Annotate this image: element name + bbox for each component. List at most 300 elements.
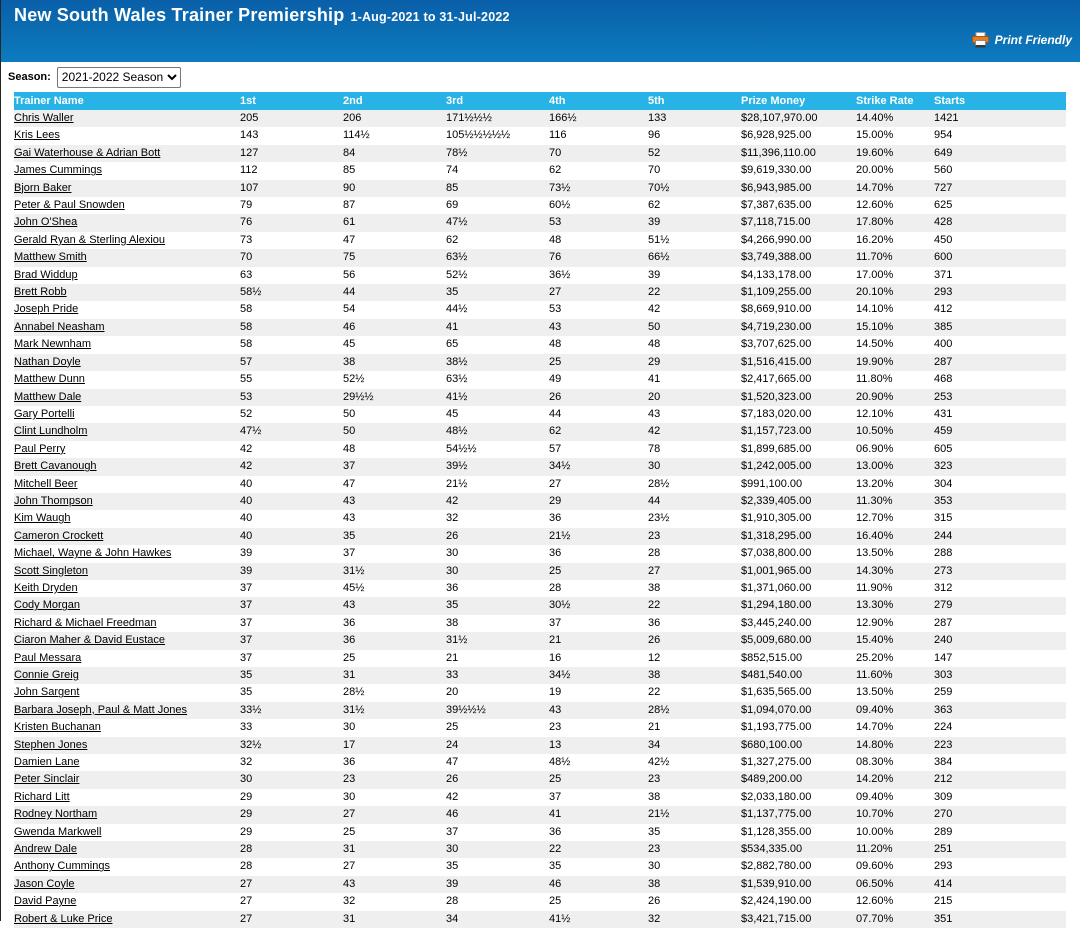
trainer-name-cell [14, 719, 240, 736]
stat-cell: 36 [549, 510, 648, 527]
stat-cell: 35 [549, 858, 648, 875]
stat-cell: 20.90% [856, 389, 934, 406]
trainer-name-cell [14, 214, 240, 231]
trainer-link[interactable]: Paul Messara [14, 651, 82, 664]
trainer-link[interactable]: Robert & Luke Price [14, 912, 113, 925]
trainer-link[interactable]: Barbara Joseph, Paul & Matt Jones [14, 703, 188, 716]
stat-cell: $2,033,180.00 [741, 789, 856, 806]
table-row [14, 510, 1066, 527]
table-row [14, 528, 1066, 545]
stat-cell: 96 [648, 127, 741, 144]
table-row [14, 197, 1066, 214]
stat-cell: 28 [240, 841, 343, 858]
stat-cell: 15.00% [856, 127, 934, 144]
trainer-name-cell [14, 232, 240, 249]
stat-cell: 21½ [549, 528, 648, 545]
season-select[interactable] [57, 67, 181, 88]
trainer-name-cell [14, 650, 240, 667]
stat-cell: 36½ [549, 267, 648, 284]
stat-cell: 28½ [648, 476, 741, 493]
stat-cell: 431 [934, 406, 1066, 423]
trainer-link[interactable]: Ciaron Maher & David Eustace [14, 634, 166, 647]
stat-cell: $1,242,005.00 [741, 458, 856, 475]
stat-cell: 279 [934, 597, 1066, 614]
stat-cell: 293 [934, 858, 1066, 875]
trainer-link[interactable]: Gary Portelli [14, 407, 75, 420]
trainer-name-cell [14, 371, 240, 388]
stat-cell: 10.00% [856, 824, 934, 841]
stat-cell: 45½ [343, 580, 446, 597]
trainer-name-cell [14, 893, 240, 910]
trainer-name-cell [14, 632, 240, 649]
stat-cell: 62 [446, 232, 549, 249]
trainer-link[interactable]: Scott Singleton [14, 564, 88, 577]
stat-cell: 55 [240, 371, 343, 388]
stat-cell: 38 [648, 667, 741, 684]
trainer-link[interactable]: Michael, Wayne & John Hawkes [14, 547, 172, 560]
stat-cell: 28 [446, 893, 549, 910]
trainer-name-cell [14, 301, 240, 318]
stat-cell: 459 [934, 423, 1066, 440]
stat-cell: $2,882,780.00 [741, 858, 856, 875]
trainer-name-cell [14, 162, 240, 179]
stat-cell: 47 [446, 754, 549, 771]
stat-cell: 35 [240, 667, 343, 684]
stat-cell: 224 [934, 719, 1066, 736]
stat-cell: 13.30% [856, 597, 934, 614]
trainer-link[interactable]: Anthony Cummings [14, 860, 110, 873]
stat-cell: $680,100.00 [741, 737, 856, 754]
stat-cell: 17.00% [856, 267, 934, 284]
stat-cell: 48½ [549, 754, 648, 771]
stat-cell: 605 [934, 441, 1066, 458]
stat-cell: $2,339,405.00 [741, 493, 856, 510]
stat-cell: 70 [240, 249, 343, 266]
stat-cell: 47 [343, 232, 446, 249]
stat-cell: 29½½ [343, 389, 446, 406]
stat-cell: $4,133,178.00 [741, 267, 856, 284]
stat-cell: $9,619,330.00 [741, 162, 856, 179]
trainer-name-cell [14, 458, 240, 475]
stat-cell: 23 [343, 771, 446, 788]
stat-cell: 37 [240, 597, 343, 614]
trainer-link[interactable]: Kim Waugh [14, 512, 71, 525]
trainer-name-cell [14, 319, 240, 336]
stat-cell: 23 [549, 719, 648, 736]
stat-cell: 14.40% [856, 110, 934, 127]
trainer-link[interactable]: Peter Sinclair [14, 773, 80, 786]
trainer-link[interactable]: John Sargent [14, 686, 80, 699]
trainer-link[interactable]: Kristen Buchanan [14, 721, 101, 734]
stat-cell: 270 [934, 806, 1066, 823]
stat-cell: $4,719,230.00 [741, 319, 856, 336]
stat-cell: 79 [240, 197, 343, 214]
table-row [14, 371, 1066, 388]
trainer-link[interactable]: Keith Dryden [14, 581, 78, 594]
table-row [14, 493, 1066, 510]
trainer-name-cell [14, 597, 240, 614]
stat-cell: 70 [549, 145, 648, 162]
stat-cell: 25.20% [856, 650, 934, 667]
stat-cell: 253 [934, 389, 1066, 406]
stat-cell: 14.10% [856, 301, 934, 318]
stat-cell: 35 [446, 597, 549, 614]
stat-cell: 29 [648, 354, 741, 371]
trainer-link[interactable]: Chris Waller [14, 112, 74, 124]
column-header-5th: 5th [648, 92, 741, 110]
stat-cell: 27 [549, 284, 648, 301]
trainer-link[interactable]: Gai Waterhouse & Adrian Bott [14, 146, 161, 159]
stat-cell: 52 [648, 145, 741, 162]
stat-cell: 32 [343, 893, 446, 910]
stat-cell: 15.40% [856, 632, 934, 649]
stat-cell: $7,183,020.00 [741, 406, 856, 423]
stat-cell: $1,128,355.00 [741, 824, 856, 841]
trainer-link[interactable]: Stephen Jones [14, 738, 88, 751]
stat-cell: 22 [648, 684, 741, 701]
stat-cell: 38 [648, 580, 741, 597]
stat-cell: 33½ [240, 702, 343, 719]
stat-cell: 42 [648, 301, 741, 318]
trainer-name-cell [14, 336, 240, 353]
trainer-link[interactable]: John Thompson [14, 494, 93, 507]
stat-cell: 30 [343, 719, 446, 736]
stat-cell: 49 [549, 371, 648, 388]
trainer-link[interactable]: Connie Greig [14, 669, 79, 681]
stat-cell: 50 [648, 319, 741, 336]
stat-cell: 58 [240, 319, 343, 336]
stat-cell: 38 [648, 876, 741, 893]
stat-cell: $1,137,775.00 [741, 806, 856, 823]
trainer-link[interactable]: Cameron Crockett [14, 529, 104, 542]
stat-cell: 40 [240, 510, 343, 527]
stat-cell: 127 [240, 145, 343, 162]
stat-cell: $3,749,388.00 [741, 249, 856, 266]
stat-cell: 50 [343, 406, 446, 423]
trainer-link[interactable]: Brad Widdup [14, 268, 78, 281]
stat-cell: 116 [549, 127, 648, 144]
stat-cell: 42 [648, 423, 741, 440]
table-row [14, 545, 1066, 562]
stat-cell: 171½½½ [446, 110, 549, 127]
trainer-link[interactable]: David Payne [14, 895, 77, 908]
stat-cell: 16.40% [856, 528, 934, 545]
table-row [14, 214, 1066, 231]
stat-cell: 23 [648, 528, 741, 545]
trainer-name-cell [14, 528, 240, 545]
table-row [14, 702, 1066, 719]
stat-cell: 44½ [446, 301, 549, 318]
season-label: Season: [8, 71, 51, 83]
table-row [14, 650, 1066, 667]
stat-cell: 46 [446, 806, 549, 823]
stat-cell: 29 [549, 493, 648, 510]
print-friendly-button[interactable] [972, 32, 1072, 48]
stat-cell: 41 [549, 806, 648, 823]
stat-cell: 147 [934, 650, 1066, 667]
stat-cell: 20 [446, 684, 549, 701]
trainer-name-cell [14, 737, 240, 754]
stat-cell: 09.40% [856, 702, 934, 719]
stat-cell: 38 [446, 615, 549, 632]
table-row [14, 110, 1066, 127]
trainer-link[interactable]: Matthew Smith [14, 251, 87, 264]
stat-cell: 14.30% [856, 563, 934, 580]
trainer-name-cell [14, 493, 240, 510]
stat-cell: 38 [648, 789, 741, 806]
stat-cell: 26 [648, 893, 741, 910]
trainer-link[interactable]: Brett Cavanough [14, 460, 97, 473]
stat-cell: 26 [446, 771, 549, 788]
stat-cell: 53 [549, 301, 648, 318]
trainer-link[interactable]: James Cummings [14, 164, 103, 177]
trainer-link[interactable]: Clint Lundholm [14, 425, 88, 438]
print-friendly-label: Print Friendly [994, 33, 1072, 47]
stat-cell: $7,387,635.00 [741, 197, 856, 214]
table-row [14, 458, 1066, 475]
trainer-link[interactable]: Gwenda Markwell [14, 825, 102, 838]
stat-cell: 39 [240, 545, 343, 562]
stat-cell: $4,266,990.00 [741, 232, 856, 249]
stat-cell: 19 [549, 684, 648, 701]
stat-cell: 25 [343, 824, 446, 841]
stat-cell: 41½ [549, 911, 648, 928]
stat-cell: $8,669,910.00 [741, 301, 856, 318]
stat-cell: 52½ [343, 371, 446, 388]
stat-cell: $1,371,060.00 [741, 580, 856, 597]
stat-cell: 41 [446, 319, 549, 336]
stat-cell: $11,396,110.00 [741, 145, 856, 162]
stat-cell: 35 [648, 824, 741, 841]
stat-cell: 31 [343, 911, 446, 928]
stat-cell: 27 [648, 563, 741, 580]
stat-cell: 19.90% [856, 354, 934, 371]
table-row [14, 319, 1066, 336]
table-row [14, 476, 1066, 493]
stat-cell: 48½ [446, 423, 549, 440]
stat-cell: 35 [343, 528, 446, 545]
stat-cell: 26 [549, 389, 648, 406]
table-row [14, 754, 1066, 771]
table-row [14, 841, 1066, 858]
trainer-name-cell [14, 284, 240, 301]
stat-cell: 57 [549, 441, 648, 458]
stat-cell: 30 [343, 789, 446, 806]
stat-cell: 73 [240, 232, 343, 249]
stat-cell: 36 [343, 632, 446, 649]
stat-cell: $1,318,295.00 [741, 528, 856, 545]
stat-cell: 44 [648, 493, 741, 510]
page-header [0, 0, 1080, 62]
stat-cell: 60½ [549, 197, 648, 214]
stat-cell: 114½ [343, 127, 446, 144]
stat-cell: 273 [934, 563, 1066, 580]
stat-cell: 73½ [549, 180, 648, 197]
stat-cell: 36 [549, 824, 648, 841]
trainer-link[interactable]: Kris Lees [14, 129, 60, 142]
stat-cell: 16.20% [856, 232, 934, 249]
trainer-link[interactable]: Richard Litt [14, 790, 70, 803]
stat-cell: $481,540.00 [741, 667, 856, 684]
trainer-name-cell [14, 423, 240, 440]
trainer-link[interactable]: John O'Shea [14, 216, 78, 229]
stat-cell: 11.70% [856, 249, 934, 266]
trainer-name-cell [14, 545, 240, 562]
page-title [0, 0, 1080, 26]
stat-cell: 25 [549, 771, 648, 788]
column-header-2nd: 2nd [343, 92, 446, 110]
stat-cell: 57 [240, 354, 343, 371]
stat-cell: 133 [648, 110, 741, 127]
stat-cell: 21 [549, 632, 648, 649]
stat-cell: 27 [549, 476, 648, 493]
stat-cell: 42 [240, 441, 343, 458]
stat-cell: 25 [446, 719, 549, 736]
stat-cell: 28 [648, 545, 741, 562]
trainer-link[interactable]: Jason Coyle [14, 877, 75, 890]
stat-cell: 41½ [446, 389, 549, 406]
trainer-link[interactable]: Cody Morgan [14, 599, 81, 612]
trainer-link[interactable]: Damien Lane [14, 756, 80, 769]
table-row [14, 580, 1066, 597]
stat-cell: $489,200.00 [741, 771, 856, 788]
trainer-link[interactable]: Nathan Doyle [14, 355, 81, 368]
stat-cell: 385 [934, 319, 1066, 336]
stat-cell: 412 [934, 301, 1066, 318]
trainer-name-cell [14, 702, 240, 719]
stat-cell: $1,516,415.00 [741, 354, 856, 371]
stat-cell: 12.90% [856, 615, 934, 632]
trainer-link[interactable]: Matthew Dale [14, 390, 82, 403]
table-row [14, 441, 1066, 458]
trainer-name-cell [14, 197, 240, 214]
stat-cell: 600 [934, 249, 1066, 266]
stat-cell: 143 [240, 127, 343, 144]
stat-cell: 48 [343, 441, 446, 458]
stat-cell: 41 [648, 371, 741, 388]
trainer-link[interactable]: Joseph Pride [14, 303, 79, 316]
stat-cell: 30 [446, 563, 549, 580]
stat-cell: 43 [648, 406, 741, 423]
stat-cell: 62 [549, 162, 648, 179]
stat-cell: $1,327,275.00 [741, 754, 856, 771]
stat-cell: 43 [343, 597, 446, 614]
trainer-link[interactable]: Andrew Dale [14, 843, 77, 856]
stat-cell: $3,707,625.00 [741, 336, 856, 353]
stat-cell: 240 [934, 632, 1066, 649]
stat-cell: 63½ [446, 249, 549, 266]
trainer-name-cell [14, 667, 240, 684]
stat-cell: $1,109,255.00 [741, 284, 856, 301]
table-row [14, 597, 1066, 614]
table-header-row [14, 92, 1066, 110]
stat-cell: 304 [934, 476, 1066, 493]
stat-cell: 70 [648, 162, 741, 179]
stat-cell: $852,515.00 [741, 650, 856, 667]
trainer-link[interactable]: Richard & Michael Freedman [14, 616, 157, 629]
stat-cell: $1,294,180.00 [741, 597, 856, 614]
stat-cell: $1,910,305.00 [741, 510, 856, 527]
stat-cell: 29 [240, 806, 343, 823]
season-filter-bar [0, 62, 1080, 92]
stat-cell: 17.80% [856, 214, 934, 231]
stat-cell: $1,520,323.00 [741, 389, 856, 406]
stat-cell: 21½ [446, 476, 549, 493]
stat-cell: 13.50% [856, 684, 934, 701]
trainer-link[interactable]: Bjorn Baker [14, 181, 72, 194]
table-row [14, 336, 1066, 353]
stat-cell: 43 [549, 319, 648, 336]
table-row [14, 180, 1066, 197]
trainer-name-cell [14, 389, 240, 406]
table-row [14, 354, 1066, 371]
stat-cell: 12.60% [856, 893, 934, 910]
trainer-link[interactable]: Mitchell Beer [14, 477, 78, 490]
stat-cell: 43 [343, 876, 446, 893]
stat-cell: 31½ [343, 702, 446, 719]
stat-cell: 112 [240, 162, 343, 179]
stat-cell: 19.60% [856, 145, 934, 162]
table-row [14, 789, 1066, 806]
stat-cell: 27 [343, 858, 446, 875]
stat-cell: 35 [446, 858, 549, 875]
stat-cell: $2,417,665.00 [741, 371, 856, 388]
table-row [14, 667, 1066, 684]
stat-cell: 70½ [648, 180, 741, 197]
stat-cell: 85 [446, 180, 549, 197]
stat-cell: 28½ [648, 702, 741, 719]
stat-cell: 206 [343, 110, 446, 127]
trainer-link[interactable]: Paul Perry [14, 442, 66, 455]
stat-cell: 223 [934, 737, 1066, 754]
trainer-link[interactable]: Peter & Paul Snowden [14, 199, 125, 212]
stat-cell: 36 [549, 545, 648, 562]
stat-cell: 22 [549, 841, 648, 858]
stat-cell: 12 [648, 650, 741, 667]
trainer-name-cell [14, 249, 240, 266]
stat-cell: 39½½½ [446, 702, 549, 719]
stat-cell: $1,193,775.00 [741, 719, 856, 736]
stat-cell: $534,335.00 [741, 841, 856, 858]
stat-cell: 40 [240, 528, 343, 545]
trainer-name-cell [14, 824, 240, 841]
stat-cell: 78 [648, 441, 741, 458]
stat-cell: 259 [934, 684, 1066, 701]
stat-cell: 32 [446, 510, 549, 527]
column-header-trainer-name: Trainer Name [14, 92, 240, 110]
stat-cell: 25 [343, 650, 446, 667]
stat-cell: 54½½ [446, 441, 549, 458]
trainer-link[interactable]: Matthew Dunn [14, 373, 85, 386]
trainer-link[interactable]: Annabel Neasham [14, 320, 105, 333]
stat-cell: 62 [648, 197, 741, 214]
trainer-link[interactable]: Gerald Ryan & Sterling Alexiou [14, 233, 166, 246]
stat-cell: 21 [648, 719, 741, 736]
stat-cell: 08.30% [856, 754, 934, 771]
stat-cell: 13 [549, 737, 648, 754]
stat-cell: 468 [934, 371, 1066, 388]
stat-cell: 23½ [648, 510, 741, 527]
trainer-link[interactable]: Mark Newnham [14, 338, 92, 351]
stat-cell: 63½ [446, 371, 549, 388]
stat-cell: 31½ [446, 632, 549, 649]
table-row [14, 162, 1066, 179]
stat-cell: 36 [648, 615, 741, 632]
trainer-link[interactable]: Rodney Northam [14, 808, 98, 821]
trainer-link[interactable]: Brett Robb [14, 286, 67, 299]
stat-cell: 46 [549, 876, 648, 893]
stat-cell: 58½ [240, 284, 343, 301]
